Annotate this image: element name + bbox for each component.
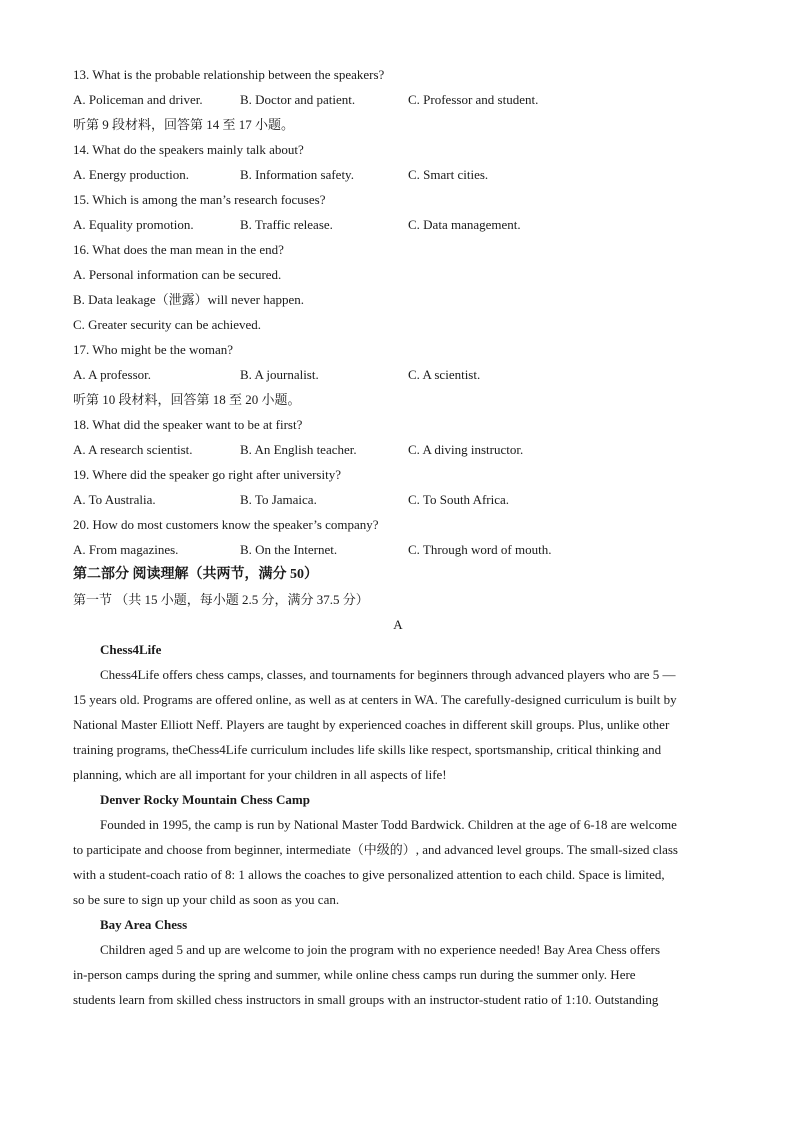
question-line: 14. What do the speakers mainly talk about? [73,142,304,157]
paragraph-line: with a student-coach ratio of 8: 1 allows the coaches to give personalized attention to each child. Space is limited, [73,867,665,882]
answer-options-row [73,162,723,187]
answer-option: C. A scientist. [408,367,481,382]
answer-option: C. A diving instructor. [408,442,524,457]
answer-option: A. A research scientist. [73,442,193,457]
answer-option: C. Data management. [408,217,521,232]
question-line: 17. Who might be the woman? [73,342,234,357]
program-heading: Bay Area Chess [100,917,188,932]
answer-options-row [73,362,723,387]
program-description [73,662,723,787]
paragraph-line: 15 years old. Programs are offered online, as well as at centers in WA. The carefully-designed curriculum is built by [73,692,677,707]
answer-option: A. Energy production. [73,167,190,182]
question-line: 19. Where did the speaker go right after university? [73,467,341,482]
paragraph-line: Founded in 1995, the camp is run by National Master Todd Bardwick. Children at the age of 6-18 are welcome [100,817,677,832]
paragraph-line: students learn from skilled chess instructors in small groups with an instructor-student ratio of 1:10. Outstanding [73,992,659,1007]
paragraph-line: National Master Elliott Neff. Players are taught by experienced coaches in different skill groups. Plus, unlike other [73,717,670,732]
program-heading: Chess4Life [100,642,162,657]
answer-option: A. A professor. [73,367,151,382]
paragraph-line: training programs, theChess4Life curriculum includes life skills like respect, sportsmanship, critical thinking and [73,742,662,757]
listening-instruction: 听第 9 段材料，回答第 14 至 17 小题。 [73,117,295,132]
answer-options-row [73,212,723,237]
answer-options-row [73,87,723,112]
answer-option: B. Traffic release. [240,217,333,232]
answer-option: C. Professor and student. [408,92,539,107]
answer-option: A. Equality promotion. [73,217,194,232]
answer-option: B. To Jamaica. [240,492,317,507]
program-heading: Denver Rocky Mountain Chess Camp [100,792,310,807]
answer-option: C. Smart cities. [408,167,489,182]
question-line: 18. What did the speaker want to be at first? [73,417,303,432]
answer-options-row [73,487,723,512]
exam-page [73,62,723,1012]
question-line: B. Data leakage（泄露）will never happen. [73,292,305,307]
paragraph-line: Children aged 5 and up are welcome to join the program with no experience needed! Bay Area Chess offers [100,942,661,957]
answer-options-row [73,537,723,562]
answer-option: B. Doctor and patient. [240,92,356,107]
answer-options-row [73,437,723,462]
paragraph-line: in-person camps during the spring and summer, while online chess camps run during the summer only. Here [73,967,636,982]
passage-letter: A [393,617,403,632]
paragraph-line: to participate and choose from beginner, intermediate（中级的）, and advanced level groups. The small-sized class [73,842,678,857]
answer-option: A. Policeman and driver. [73,92,203,107]
answer-option: A. From magazines. [73,542,179,557]
answer-option: B. Information safety. [240,167,354,182]
paragraph-line: planning, which are all important for your children in all aspects of life! [73,767,447,782]
answer-option: C. To South Africa. [408,492,510,507]
question-line: A. Personal information can be secured. [73,267,282,282]
section1-instructions: 第一节 （共 15 小题，每小题 2.5 分，满分 37.5 分） [73,592,369,607]
question-line: 16. What does the man mean in the end? [73,242,284,257]
listening-section [73,62,723,562]
question-line: 20. How do most customers know the speaker’s company? [73,517,379,532]
question-line: 13. What is the probable relationship between the speakers? [73,67,385,82]
answer-option: A. To Australia. [73,492,156,507]
paragraph-line: Chess4Life offers chess camps, classes, and tournaments for beginners through advanced players who are 5 — [100,667,676,682]
answer-option: B. A journalist. [240,367,319,382]
part2-title: 第二部分 阅读理解（共两节，满分 50） [73,567,318,582]
answer-option: B. An English teacher. [240,442,357,457]
paragraph-line: so be sure to sign up your child as soon as you can. [73,892,340,907]
answer-option: B. On the Internet. [240,542,338,557]
reading-passage [73,637,723,1012]
answer-option: C. Through word of mouth. [408,542,552,557]
listening-instruction: 听第 10 段材料，回答第 18 至 20 小题。 [73,392,301,407]
program-description [73,812,723,912]
question-line: C. Greater security can be achieved. [73,317,262,332]
question-line: 15. Which is among the man’s research focuses? [73,192,326,207]
program-description [73,937,723,1012]
